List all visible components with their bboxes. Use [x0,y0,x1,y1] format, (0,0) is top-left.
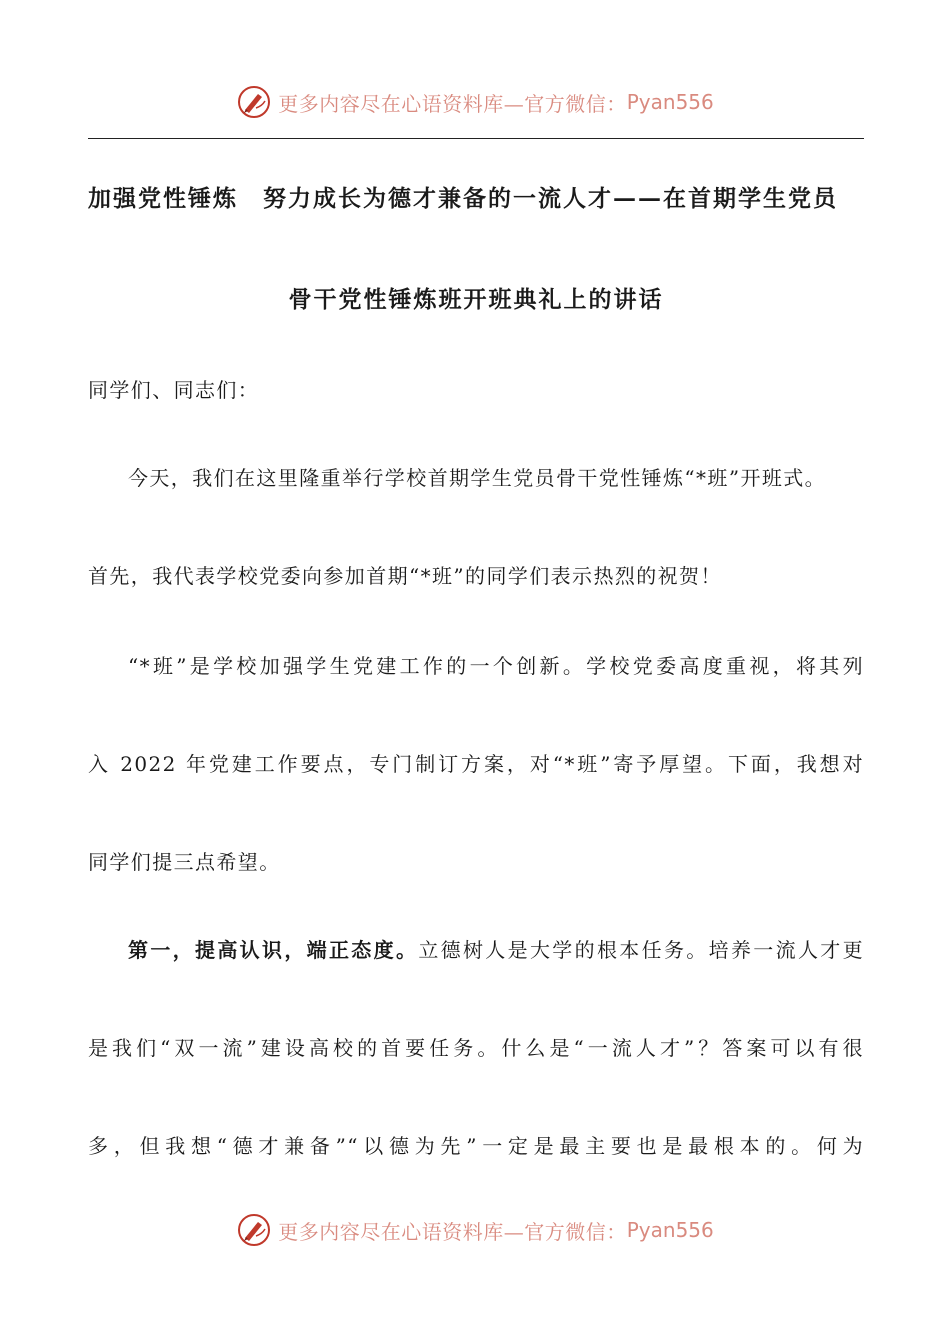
title-line-2: 骨干党性锤炼班开班典礼上的讲话 [288,286,664,313]
paragraph-3-line-2: 是我们“双一流”建设高校的首要任务。什么是“一流人才”？答案可以有很 [88,1036,864,1060]
salutation: 同学们、同志们： [88,378,260,402]
title-line-1: 加强党性锤炼 努力成长为德才兼备的一流人才——在首期学生党员 [88,185,838,212]
paragraph-2-line-2: 入 2022 年党建工作要点，专门制订方案，对“*班”寄予厚望。下面，我想对 [88,752,864,776]
watermark-text: 更多内容尽在心语资料库—官方微信： [278,91,627,116]
paragraph-2-line-3: 同学们提三点希望。 [88,850,281,874]
paragraph-3-lead: 第一，提高认识，端正态度。 [128,938,419,962]
paragraph-3-line-1 [88,934,864,963]
header-watermark [0,80,950,124]
pen-seal-logo-icon [236,84,272,120]
watermark-text: 更多内容尽在心语资料库—官方微信： [278,1219,627,1244]
paragraph-2-line-1: “*班”是学校加强学生党建工作的一个创新。学校党委高度重视，将其列 [128,654,864,678]
header-rule [88,138,864,139]
paragraph-3-line-3: 多，但我想“德才兼备”“以德为先”一定是最主要也是最根本的。何为 [88,1134,864,1158]
paragraph-1-line-2: 首先，我代表学校党委向参加首期“*班”的同学们表示热烈的祝贺！ [88,564,722,588]
watermark-handle: Pyan556 [626,90,714,114]
pen-seal-logo-icon [236,1212,272,1248]
watermark-handle: Pyan556 [626,1218,714,1242]
paragraph-1-line-1: 今天，我们在这里隆重举行学校首期学生党员骨干党性锤炼“*班”开班式。 [128,466,827,490]
footer-watermark [0,1208,950,1252]
paragraph-3-line-1-text: 立德树人是大学的根本任务。培养一流人才更 [418,938,865,962]
